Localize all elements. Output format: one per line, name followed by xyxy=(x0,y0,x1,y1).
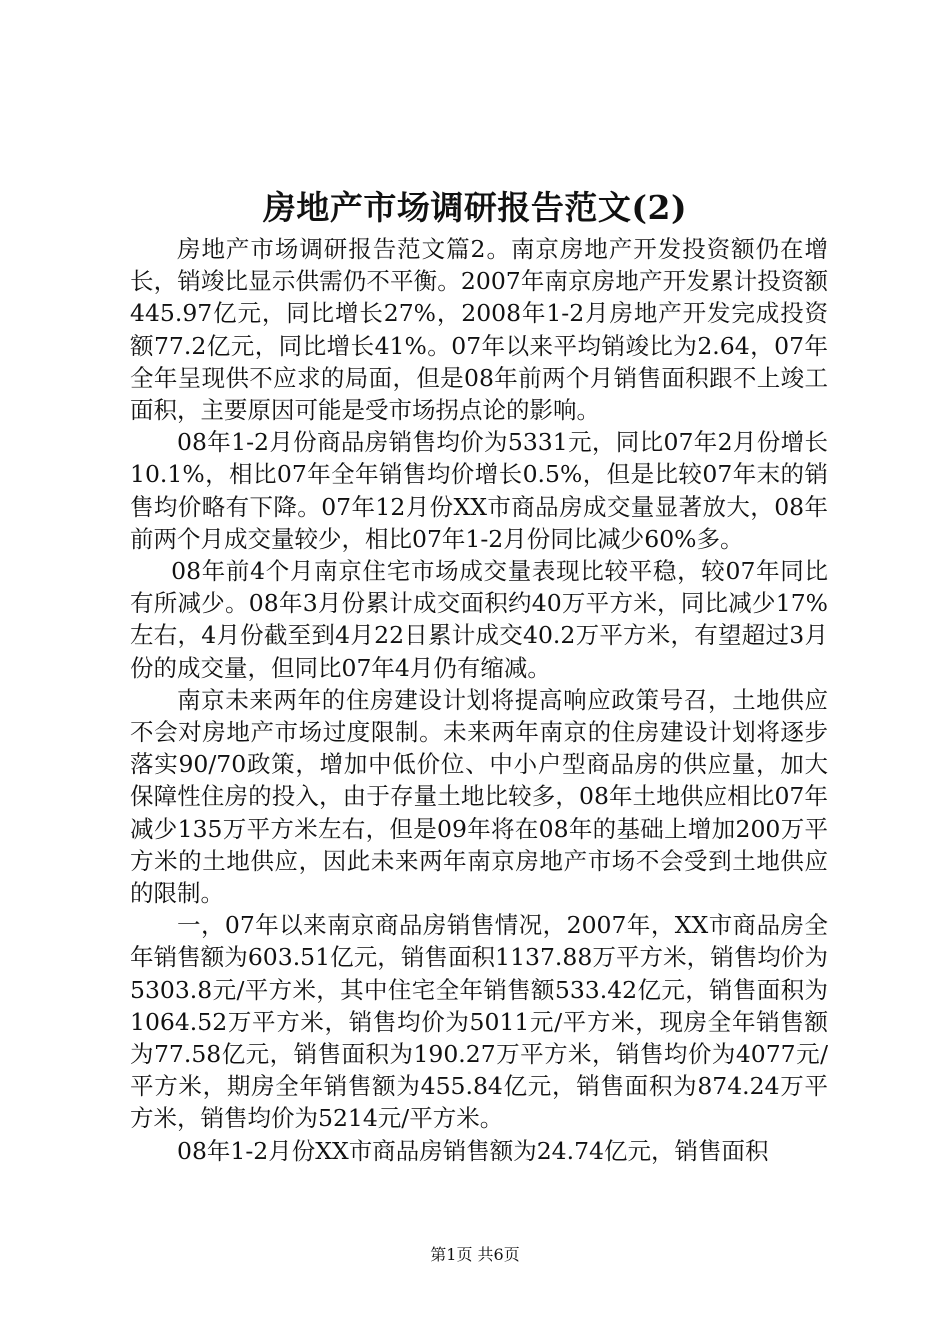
document-body xyxy=(130,233,828,1167)
paragraph-6: 08年1-2月份XX市商品房销售额为24.74亿元，销售面积 xyxy=(177,1136,769,1165)
page-title: 房地产市场调研报告范文(2) xyxy=(262,188,688,227)
paragraph-1: 房地产市场调研报告范文篇2。南京房地产开发投资额仍在增长，销竣比显示供需仍不平衡。2007年南京房地产开发累计投资额445.97亿元，同比增长27%，2008年1-2月房地产开发完成投资额77.2亿元，同比增长41%。07年以来平均销竣比为2.64，07年全年呈现供不应求的局面，但是08年前两个月销售面积跟不上竣工面积，主要原因可能是受市场拐点论的影响。 xyxy=(130,235,828,425)
paragraph-2: 08年1-2月份商品房销售均价为5331元，同比07年2月份增长10.1%，相比07年全年销售均价增长0.5%，但是比较07年末的销售均价略有下降。07年12月份XX市商品房成交量显著放大，08年前两个月成交量较少，相比07年1-2月份同比减少60%多。 xyxy=(130,428,828,553)
paragraph-3: 08年前4个月南京住宅市场成交量表现比较平稳，较07年同比有所减少。08年3月份累计成交面积约40万平方米，同比减少17%左右，4月份截至到4月22日累计成交40.2万平方米，有望超过3月份的成交量，但同比07年4月仍有缩减。 xyxy=(130,557,828,682)
paragraph-5: 一，07年以来南京商品房销售情况，2007年，XX市商品房全年销售额为603.51亿元，销售面积1137.88万平方米，销售均价为5303.8元/平方米，其中住宅全年销售额533.42亿元，销售面积为1064.52万平方米，销售均价为5011元/平方米，现房全年销售额为77.58亿元，销售面积为190.27万平方米，销售均价为4077元/平方米，期房全年销售额为455.84亿元，销售面积为874.24万平方米，销售均价为5214元/平方米。 xyxy=(130,911,828,1133)
paragraph-4: 南京未来两年的住房建设计划将提高响应政策号召，土地供应不会对房地产市场过度限制。未来两年南京的住房建设计划将逐步落实90/70政策，增加中低价位、中小户型商品房的供应量，加大保障性住房的投入，由于存量土地比较多，08年土地供应相比07年减少135万平方米左右，但是09年将在08年的基础上增加200万平方米的土地供应，因此未来两年南京房地产市场不会受到土地供应的限制。 xyxy=(130,685,828,908)
page-footer: 第1页 共6页 xyxy=(430,1245,520,1264)
